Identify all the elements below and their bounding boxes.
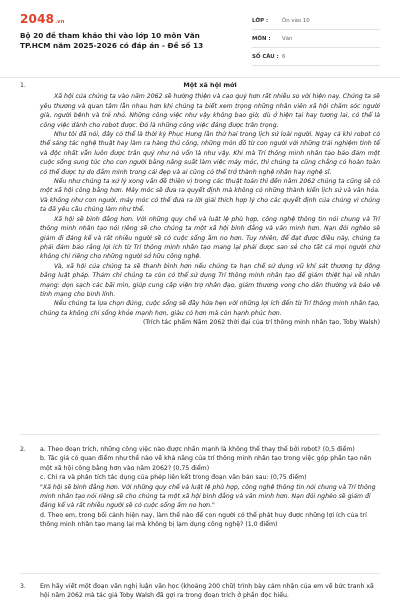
page-title: Bộ 20 đề tham khảo thi vào lớp 10 môn Văn TP.HCM năm 2025-2026 có đáp án - Đề số 13 [20,31,204,50]
passage-paragraph: Và, xã hội của chúng ta sẽ thanh bình hơn nếu chúng ta hạn chế sử dụng vũ khí sát thương tự động bằng luật pháp. Thảm chí chúng ta còn có thể sử dụng Trí thông minh nhân tạo để giám thiệt hại về nhân mạng: dọn sạch các bãi mìn, giúp cung cấp viện trợ nhân đạo, giảm thương vong cho dân thường và bảo vệ tính mạng cho binh lính. [40,262,380,298]
passage-paragraph: Xã hội của chúng ta vào năm 2062 sẽ hướng thiện và cao quý hơn rất nhiều so với hiện nay. Chúng ta sẽ yêu thương và quan tâm lẫn nhau hơn khi chúng ta biết xem trọng những nhân viên xã hội chăm sóc người già, người bệnh và trẻ nhỏ. Những công việc như vậy không bao giờ, dù ở hiện tại hay tương lai, có thể là công việc dành cho robot được. Đó là những công việc đáng được trân trọng. [40,93,380,129]
question-part-a: a. Theo đoạn trích, những công việc nào được nhấn mạnh là không thể thay thế bởi robot? (0,5 điểm) [40,446,355,453]
question-number: 2. [20,446,26,453]
passage-paragraph: Nếu như chúng ta xử lý xong vấn đề thiên vị trong các thuật toán thì đến năm 2062 chúng ta cũng sẽ có một xã hội công bằng hơn. Máy móc sẽ đưa ra quyết định mà không có những thành kiến lịch sử và văn hóa. Và không như con người, máy móc có thể đưa ra lời giải thích hợp lý cho các quyết định của chúng vì chúng ta đã yêu cầu chúng làm như thế. [40,178,380,214]
question-part-c: c. Chỉ ra và phân tích tác dụng của phép liên kết trong đoạn văn bản sau: (0,75 điểm) [40,474,307,482]
meta-label: LỚP : [252,17,269,24]
exam-meta [252,12,380,66]
meta-value: Văn [282,35,293,42]
passage-title: Một xã hội mới [183,81,237,89]
quoted-excerpt: "Xã hội sẽ bình đẳng hơn. Với những quy chế và luật lệ phù hợp, công nghệ thông tin nói chung và Trí thông minh nhân tạo nói riêng sẽ cho chúng ta một xã hội bình đẳng và văn minh hơn. Nạn đói nghèo sẽ giảm đi đáng kể và rất nhiều người sẽ có cuộc sống ấm no hơn." [40,483,376,510]
meta-label: SỐ CÂU : [252,53,279,60]
question-divider [20,434,380,435]
question-part-b: b. Tác giả có quan điểm như thế nào về khả năng của trí thông minh nhân tạo trong việc góp phần tạo nên một xã hội công bằng hơn vào năm 2062? (0,75 điểm) [40,455,372,472]
passage-paragraph: Xã hội sẽ bình đẳng hơn. Với những quy chế và luật lệ phù hợp, công nghệ thông tin nói chung và Trí thông minh nhân tạo nói riêng sẽ cho chúng ta một xã hội bình đẳng và văn minh hơn. Nạn đói nghèo sẽ giảm đi đáng kể và rất nhiều người sẽ có cuộc sống ấm no hơn. Tuy nhiên, để đạt được điều này, chúng ta phải đảm bảo rằng lợi ích từ Trí thông minh nhân tạo mang lại phải được san sẻ cho tất cả mọi người chứ không chỉ riêng cho những người sở hữu công nghệ. [40,215,380,261]
passage-paragraph: Như tôi đã nói, đây có thể là thời kỳ Phục Hưng lần thứ hai trong lịch sử loài người. Ngay cả khi robot có thể sáng tác nghệ thuật hay làm ra hàng thủ công, những món đồ từ con người với những trải nghiệm tinh tế và độc nhất vẫn luôn được trân quý như nó vốn là như vậy. Khi mà Trí thông minh nhân tạo bảo đảm một cuộc sống sung túc cho con người bằng năng suất làm việc máy móc, thì chúng ta cũng chẳng có hoàn toàn có thể được tự do đắm mình trong cái đẹp và ai cũng có thể trở thành nghệ nhân hay nghệ sĩ. [40,131,380,176]
meta-label: MÔN : [252,35,271,42]
question-divider [20,573,380,574]
question-number: 1. [20,82,26,89]
reading-passage [40,81,380,328]
meta-row-subject [252,30,380,48]
meta-value: 6 [282,53,286,60]
question-2-parts [40,445,380,530]
question-number: 3. [20,583,26,590]
meta-row-count [252,48,380,66]
header-divider [0,77,400,78]
passage-paragraph: Nếu chúng ta lựa chọn đúng, cuộc sống sẽ đầy hứa hẹn với những lợi ích đến từ Trí thông minh nhân tạo, chúng ta không chỉ sống khỏe mạnh hơn, giàu có hơn mà còn hạnh phúc hơn. [40,300,380,317]
passage-source: (Trích tác phẩm Năm 2062 thời đại của trí thông minh nhân tạo, Toby Walsh) [143,319,380,327]
meta-value: Ôn vào 10 [282,17,310,24]
question-part-d: d. Theo em, trong bối cảnh hiện nay, làm thế nào để con người có thể phát huy được những lợi ích của trí thông minh nhân tạo mang lại mà không bị lạm dụng công nghệ? (1,0 điểm) [40,511,367,529]
meta-row-class [252,12,380,30]
question-3-text: Em hãy viết một đoạn văn nghị luận văn học (khoảng 200 chữ) trình bày cảm nhận của em về bức tranh xã hội năm 2062 mà tác giả Toby Walsh đã gợi ra trong đoạn trích ở phần đọc hiểu. [40,583,374,600]
page-header [0,0,400,66]
site-logo[interactable]: 2048.vn [20,12,65,26]
